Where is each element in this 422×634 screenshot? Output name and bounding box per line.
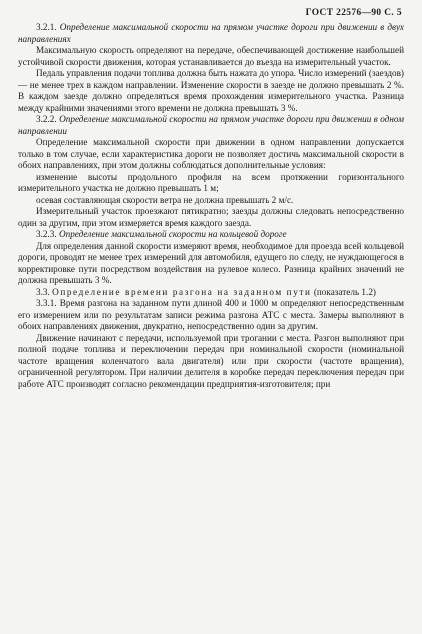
section-title: Определение максимальной скорости на прямом участке дороги при движении в двух направлениях [18,22,404,44]
paragraph: Измерительный участок проезжают пятикратно; заезды должны следовать непосредственно один за другим, при этом измеряется время каждого заезда. [18,206,404,228]
paragraph: осевая составляющая скорости ветра не должна превышать 2 м/с. [36,194,294,205]
section-number: 3.2.3. [36,229,57,239]
section-number: 3.2.1. [36,22,57,32]
heading-3-2-1 [18,22,404,45]
paragraph: Максимальную скорость определяют на передаче, обеспечивающей достижение наибольшей устойчивой скорости движения, которая устанавливается до въезда на измерительный участок. [18,45,404,67]
heading-3-3 [18,287,404,299]
page-header: ГОСТ 22576—90 С. 5 [305,8,402,18]
paragraph: Определение максимальной скорости при движении в одном направлении допускается только в том случае, если характеристика дороги не позволяет достичь максимальной скорости в обоих направлениях, при этом должны соблюдаться дополнительные условия: [18,137,404,170]
document-body [18,22,404,390]
paragraph: Движение начинают с передачи, используемой при трогании с места. Разгон выполняют при полной подаче топлива и переключении передач при номинальной скорости (номинальной частоте вращения коленчатого вала двигателя) или при скорости (частоте вращения), ограниченной регулятором. При наличии делителя в коробке передач переключения передач при работе АТС производят согласно рекомендации предприятия-изготовителя; при [18,332,404,389]
section-number: 3.3. [36,286,50,297]
section-number: 3.2.2. [36,114,57,124]
heading-3-2-2 [18,114,404,137]
paragraph: Для определения данной скорости измеряют время, необходимое для проезда всей кольцевой дороги, проводят не менее трех измерений для автомобиля, едущего по следу, не нуждающегося в корректировке пути посредством воздействия на рулевое колесо. Разница крайних значений не должна превышать 3 %. [18,240,404,285]
section-number: 3.3.1. [36,298,57,308]
section-title: Определение максимальной скорости на кольцевой дороге [58,229,287,239]
paragraph-3-3-1 [18,298,404,333]
paragraph: Педаль управления подачи топлива должна быть нажата до упора. Число измерений (заездов) — не менее трех в каждом направлении. Изменение скорости в заезде не должно превышать 2 %. В каждом заезде должно определяться время прохождения измерительного участка. Разница между крайними значениями этого времени не должна превышать 3 %. [18,68,404,113]
section-indicator: (показатель 1.2) [313,286,376,297]
paragraph-text: Время разгона на заданном пути длиной 400 и 1000 м определяют непосредственным его измерением или по результатам записи режима разгона АТС с места. Замеры выполняют в обоих направлениях движения, двукратно, непосредственно один за другим. [18,298,404,331]
paragraph: изменение высоты продольного профиля на всем протяжении горизонтального измерительного участка не должно превышать 1 м; [18,171,404,193]
heading-3-2-3 [18,229,404,241]
section-title: Определение времени разгона на заданном пути [52,286,312,297]
section-title: Определение максимальной скорости на прямом участке дороги при движении в одном направлении [18,114,404,136]
